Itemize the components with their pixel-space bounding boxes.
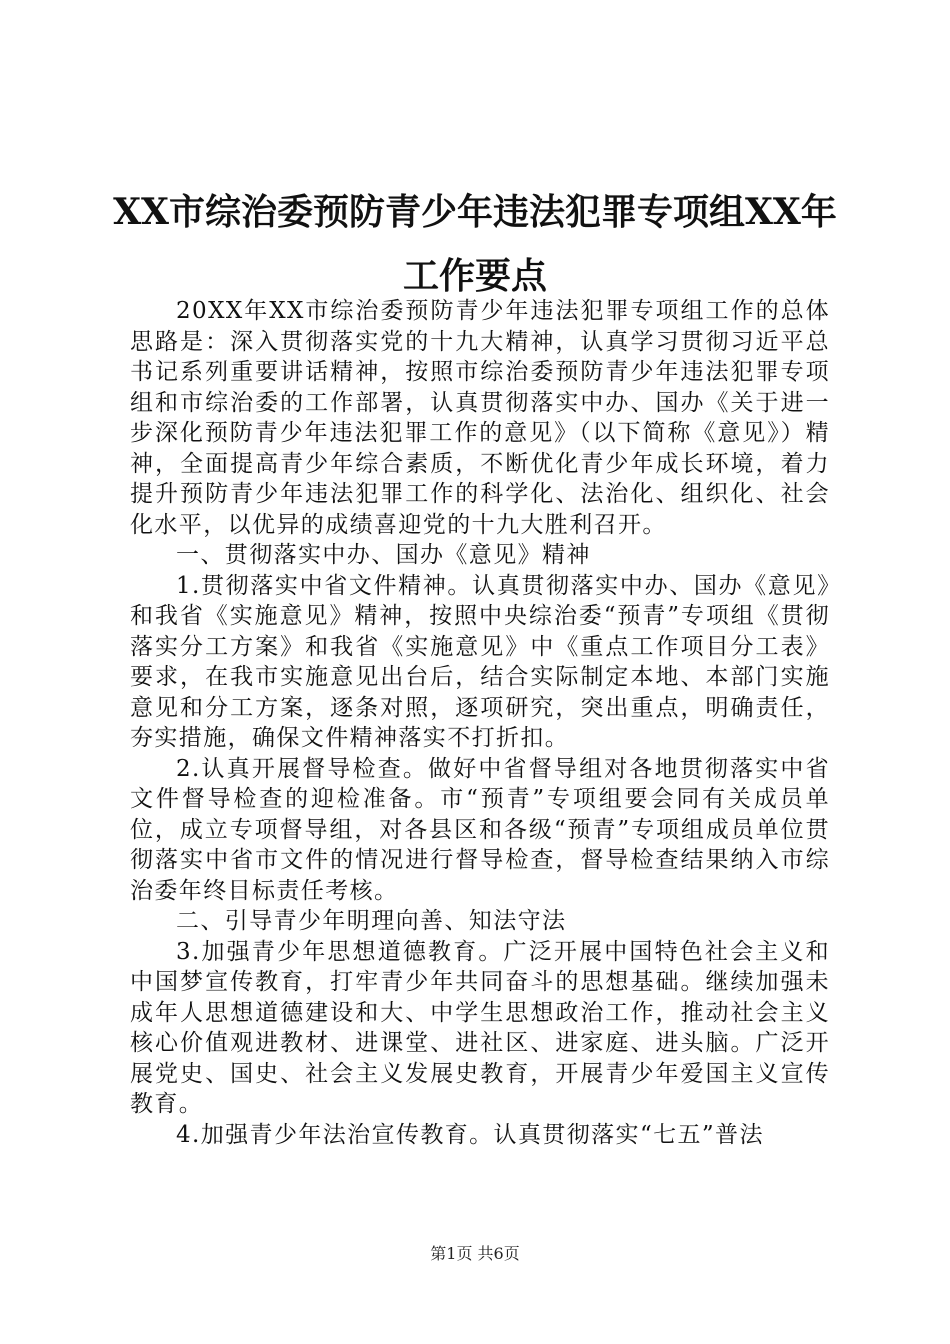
- section-heading-1: 一、贯彻落实中办、国办《意见》精神: [176, 542, 591, 568]
- page-number-footer: 第1页 共6页: [430, 1244, 520, 1263]
- paragraph-intro: 20XX年XX市综治委预防青少年违法犯罪专项组工作的总体思路是：深入贯彻落实党的十九大精神，认真学习贯彻习近平总书记系列重要讲话精神，按照市综治委预防青少年违法犯罪专项组和市综治委的工作部署，认真贯彻落实中办、国办《关于进一步深化预防青少年违法犯罪工作的意见》（以下简称《意见》）精神，全面提高青少年综合素质，不断优化青少年成长环境，着力提升预防青少年违法犯罪工作的科学化、法治化、组织化、社会化水平，以优异的成绩喜迎党的十九大胜利召开。: [130, 298, 830, 538]
- paragraph-item-4: 4.加强青少年法治宣传教育。认真贯彻落实“七五”普法: [176, 1121, 764, 1148]
- document-title: XX市综治委预防青少年违法犯罪专项组XX年工作要点: [113, 191, 837, 297]
- document-body: [130, 296, 830, 1150]
- section-heading-2: 二、引导青少年明理向善、知法守法: [176, 908, 567, 934]
- paragraph-item-2: 2.认真开展督导检查。做好中省督导组对各地贯彻落实中省文件督导检查的迎检准备。市“预青”专项组要会同有关成员单位，成立专项督导组，对各县区和各级“预青”专项组成员单位贯彻落实中省市文件的情况进行督导检查，督导检查结果纳入市综治委年终目标责任考核。: [130, 755, 830, 904]
- paragraph-item-1: 1.贯彻落实中省文件精神。认真贯彻落实中办、国办《意见》和我省《实施意见》精神，按照中央综治委“预青”专项组《贯彻落实分工方案》和我省《实施意见》中《重点工作项目分工表》要求，在我市实施意见出台后，结合实际制定本地、本部门实施意见和分工方案，逐条对照，逐项研究，突出重点，明确责任，夯实措施，确保文件精神落实不打折扣。: [130, 572, 830, 751]
- paragraph-item-3: 3.加强青少年思想道德教育。广泛开展中国特色社会主义和中国梦宣传教育，打牢青少年共同奋斗的思想基础。继续加强未成年人思想道德建设和大、中学生思想政治工作，推动社会主义核心价值观进教材、进课堂、进社区、进家庭、进头脑。广泛开展党史、国史、社会主义发展史教育，开展青少年爱国主义宣传教育。: [130, 938, 830, 1117]
